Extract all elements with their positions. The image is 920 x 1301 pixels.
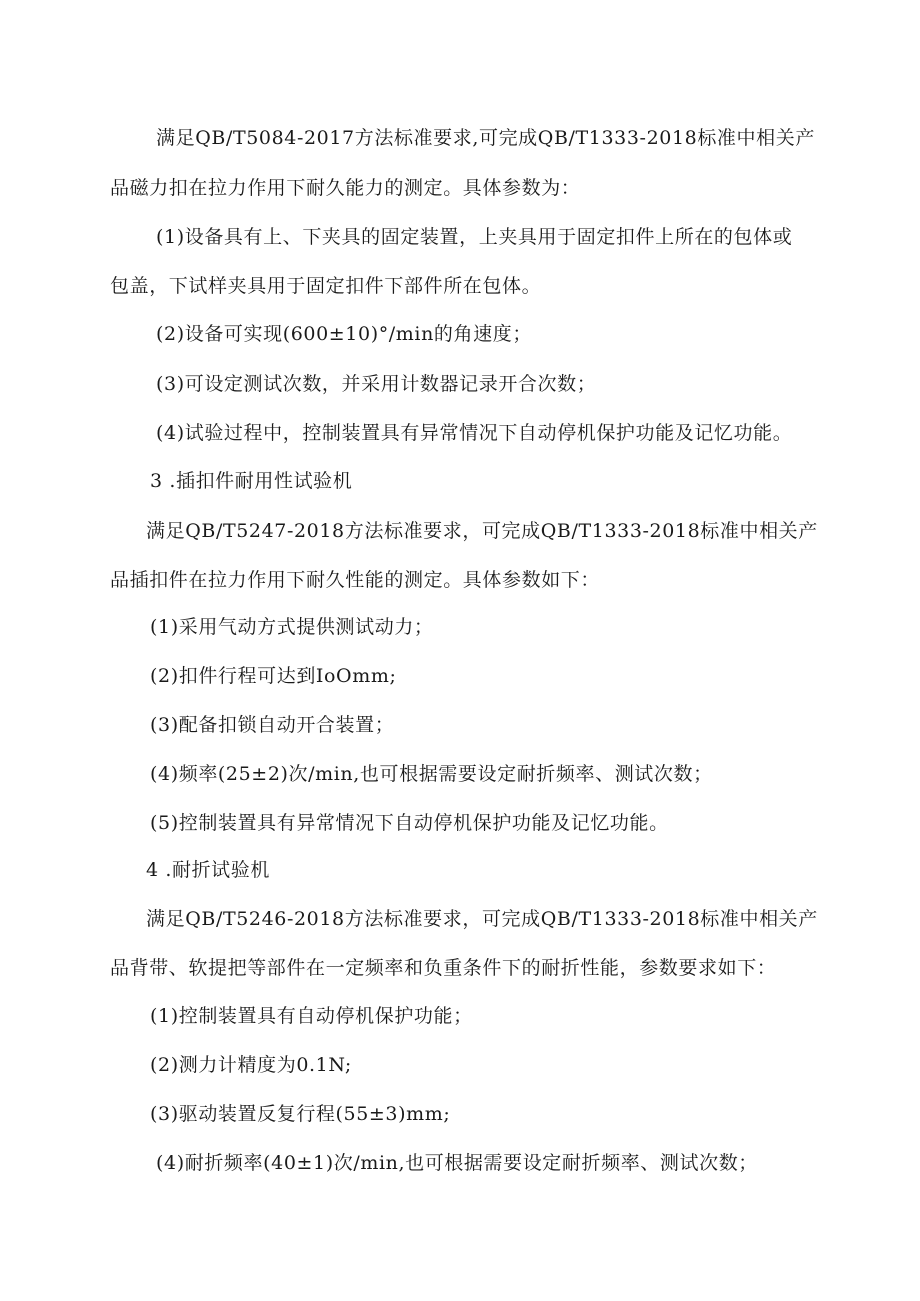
text-line: 满足QB/T5247-2018方法标准要求，可完成QB/T1333-2018标准中相关产 [146, 520, 818, 542]
text-line: 品磁力扣在拉力作用下耐久能力的测定。具体参数为： [110, 177, 581, 199]
text-line: 满足QB/T5246-2018方法标准要求，可完成QB/T1333-2018标准中相关产 [146, 908, 818, 930]
text-line: (2)扣件行程可达到IoOmm; [150, 665, 397, 687]
text-line: (2)设备可实现(600±10)°/min的角速度； [156, 323, 532, 345]
text-line: 满足QB/T5084-2017方法标准要求,可完成QB/T1333-2018标准中相关产 [156, 127, 815, 149]
section-heading: 4 .耐折试验机 [146, 859, 270, 881]
text-line: (1)采用气动方式提供测试动力； [150, 616, 434, 638]
text-line: (1)控制装置具有自动停机保护功能； [150, 1005, 473, 1027]
text-line: 品背带、软提把等部件在一定频率和负重条件下的耐折性能，参数要求如下： [110, 957, 777, 979]
text-line: (4)试验过程中，控制装置具有异常情况下自动停机保护功能及记忆功能。 [156, 422, 793, 444]
text-line: 包盖，下试样夹具用于固定扣件下部件所在包体。 [110, 275, 542, 297]
section-heading: 3 .插扣件耐用性试验机 [150, 470, 353, 492]
text-line: (4)频率(25±2)次/min,也可根据需要设定耐折频率、测试次数； [150, 763, 713, 785]
text-line: (5)控制装置具有异常情况下自动停机保护功能及记忆功能。 [150, 812, 669, 834]
text-line: (4)耐折频率(40±1)次/min,也可根据需要设定耐折频率、测试次数； [156, 1152, 758, 1174]
text-line: (2)测力计精度为0.1N; [150, 1054, 352, 1076]
text-line: (3)可设定测试次数，并采用计数器记录开合次数； [156, 373, 597, 395]
text-line: 品插扣件在拉力作用下耐久性能的测定。具体参数如下： [110, 569, 601, 591]
text-line: (3)驱动装置反复行程(55±3)mm; [150, 1103, 451, 1125]
text-line: (3)配备扣锁自动开合装置； [150, 714, 395, 736]
text-line: (1)设备具有上、下夹具的固定装置，上夹具用于固定扣件上所在的包体或 [156, 226, 793, 248]
